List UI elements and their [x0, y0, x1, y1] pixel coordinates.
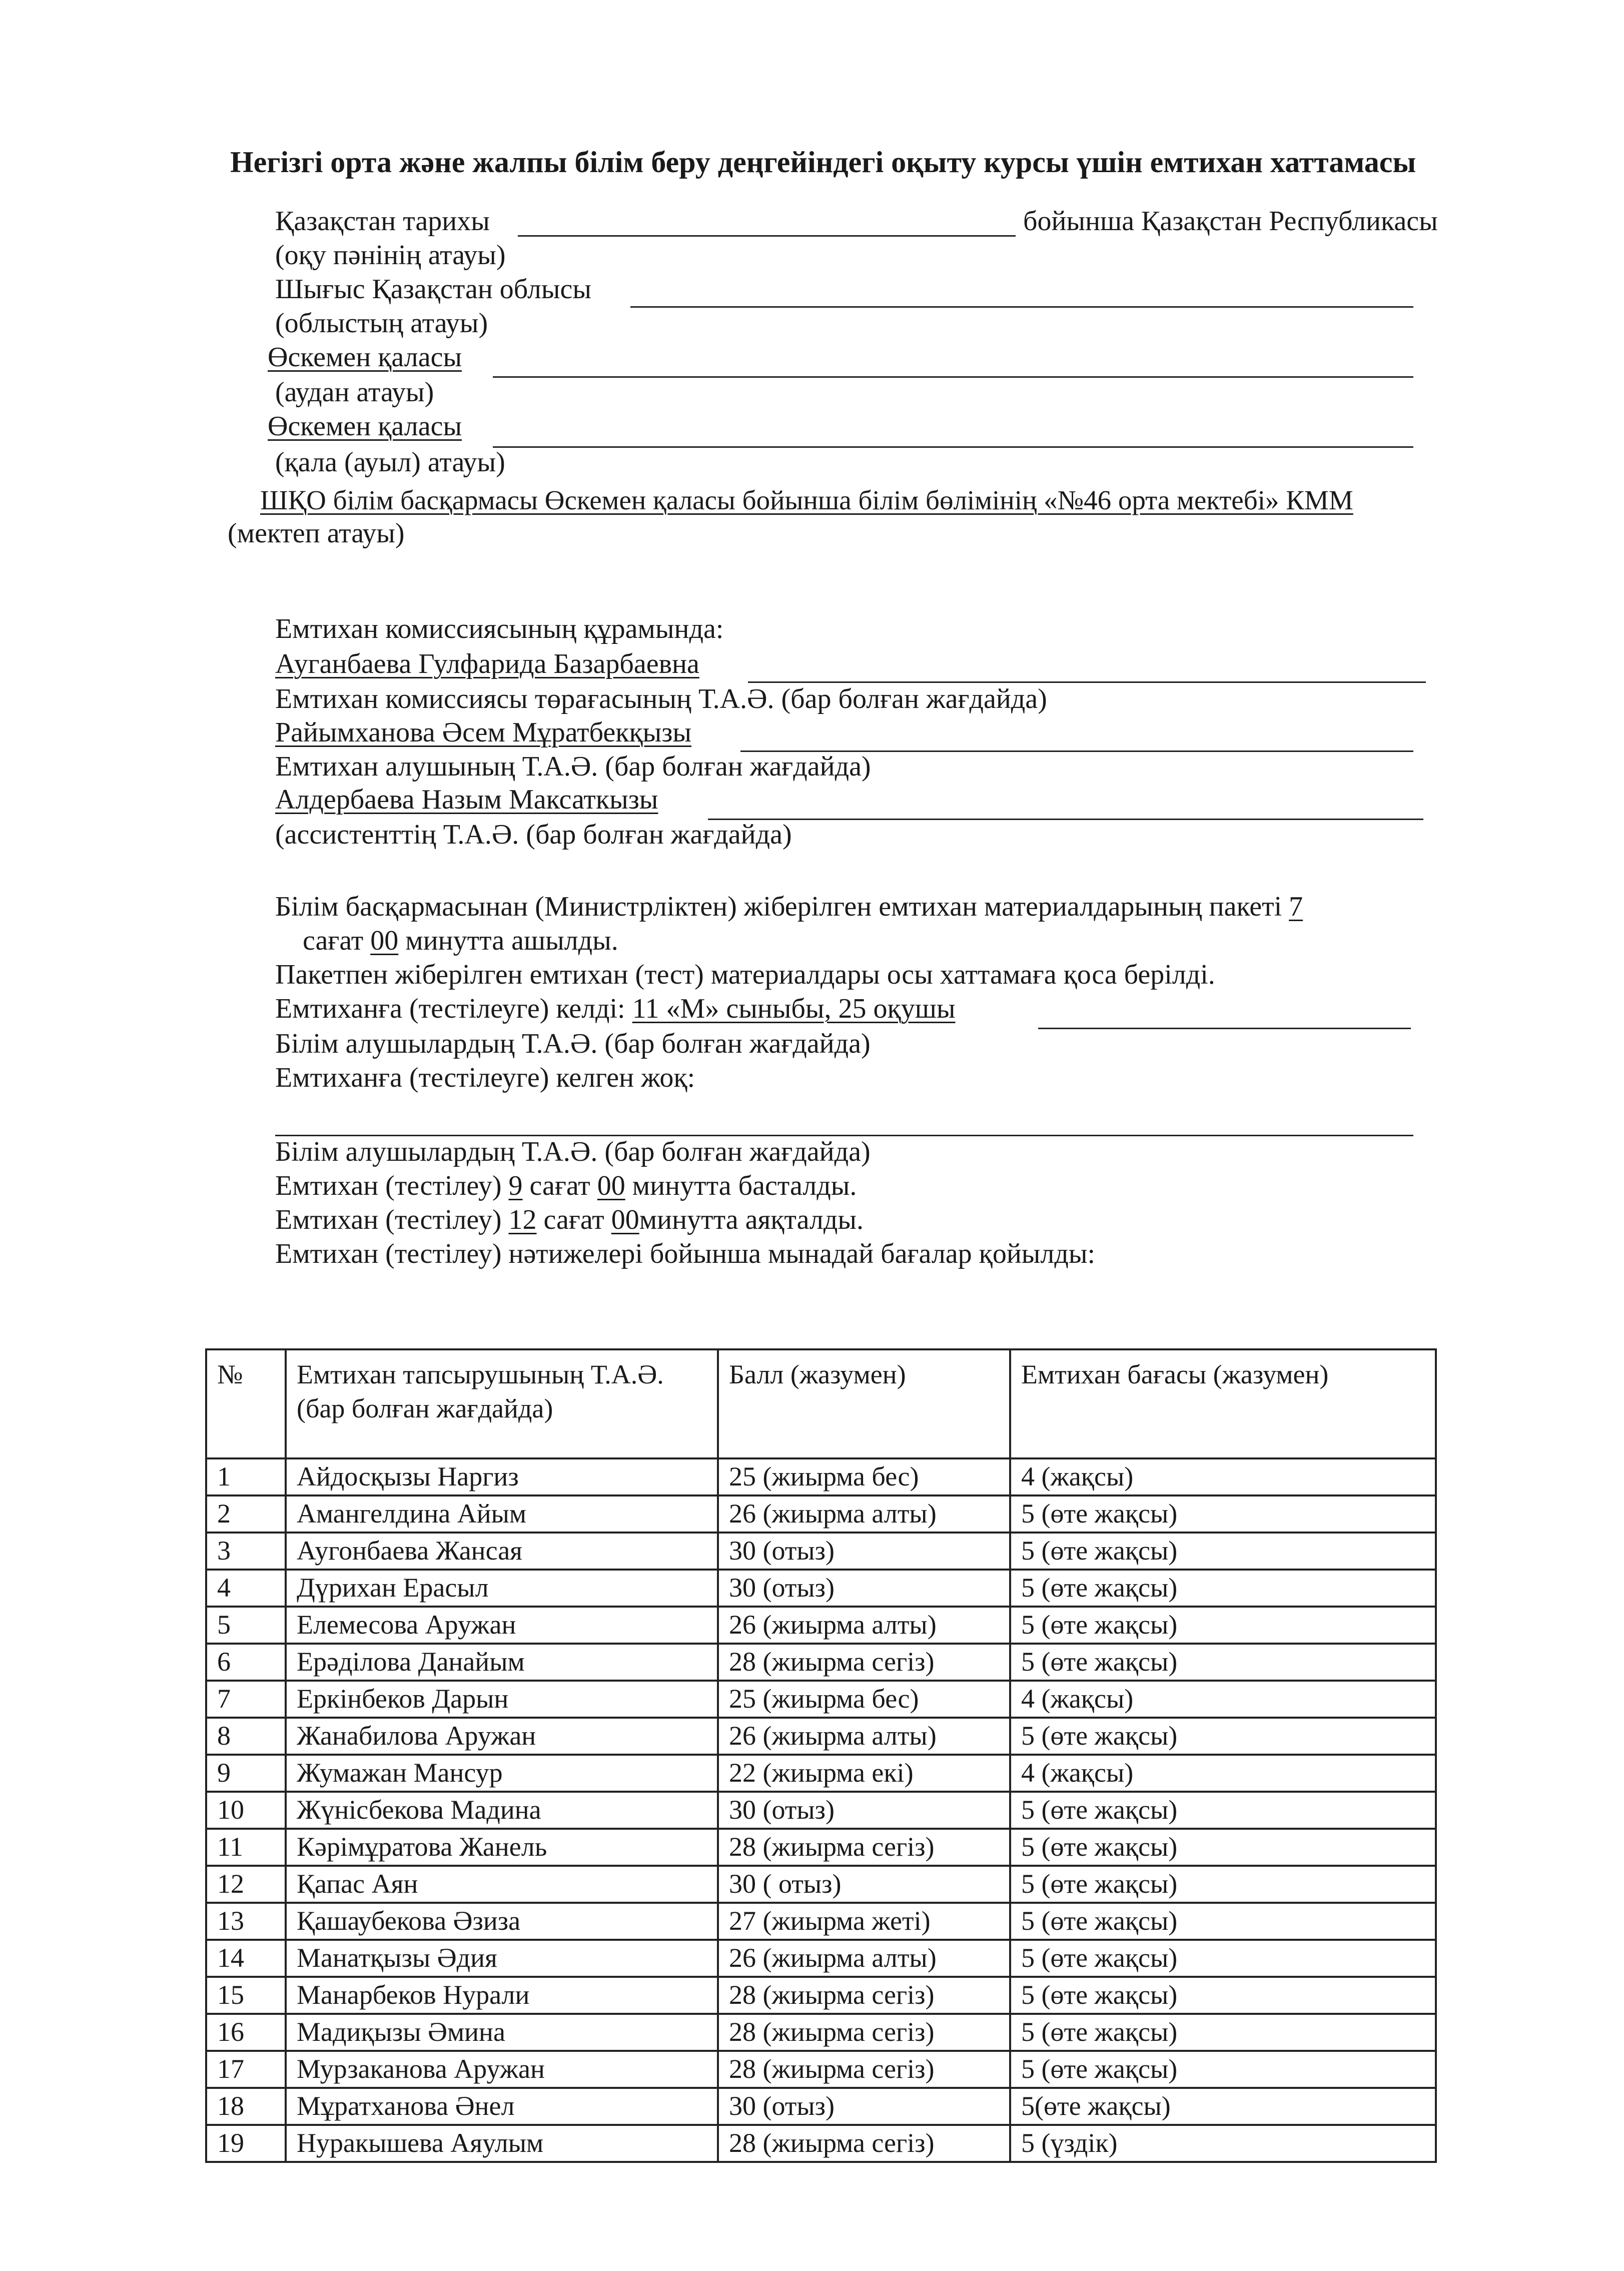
student-name: Аугонбаева Жансая — [286, 1533, 718, 1570]
package-text: Білім басқармасынан (Министрліктен) жіберілген емтихан материалдарының пакеті — [275, 891, 1282, 922]
subject-blank-line — [518, 235, 1016, 237]
row-number: 8 — [206, 1718, 286, 1755]
city-blank-line — [493, 446, 1413, 448]
examiner-caption: Емтихан алушының Т.А.Ә. (бар болған жағдайда) — [275, 751, 871, 782]
city-caption: (қала (ауыл) атауы) — [275, 447, 505, 478]
student-grade: 4 (жақсы) — [1010, 1458, 1436, 1495]
student-grade: 5 (өте жақсы) — [1010, 1903, 1436, 1940]
student-score: 28 (жиырма сегіз) — [718, 1644, 1010, 1681]
student-name: Манатқызы Әдия — [286, 1940, 718, 1977]
row-number: 1 — [206, 1458, 286, 1495]
student-name: Мурзаканова Аружан — [286, 2051, 718, 2088]
end-minute: 00 — [611, 1204, 639, 1235]
student-name: Ерәділова Данайым — [286, 1644, 718, 1681]
row-number: 14 — [206, 1940, 286, 1977]
school-name: ШҚО білім басқармасы Өскемен қаласы бойынша білім бөлімінің «№46 орта мектебі» КММ — [260, 485, 1353, 515]
table-row — [206, 1644, 1436, 1681]
student-name: Жүнісбекова Мадина — [286, 1792, 718, 1829]
student-name: Елемесова Аружан — [286, 1607, 718, 1644]
student-name: Нуракышева Аяулым — [286, 2125, 718, 2162]
student-score: 28 (жиырма сегіз) — [718, 2014, 1010, 2051]
table-row — [206, 2051, 1436, 2088]
student-name: Жумажан Мансур — [286, 1755, 718, 1792]
student-name: Қапас Аян — [286, 1866, 718, 1903]
student-grade: 5 (өте жақсы) — [1010, 1644, 1436, 1681]
student-name: Манарбеков Нурали — [286, 1977, 718, 2014]
header-student-name: Емтихан тапсырушының Т.А.Ә. (бар болған жағдайда) — [286, 1349, 718, 1458]
student-score: 26 (жиырма алты) — [718, 1718, 1010, 1755]
start-minute-label: минутта басталды. — [632, 1170, 857, 1201]
arrived-value: 11 «М» сыныбы, 25 оқушы — [632, 993, 956, 1024]
student-grade: 5(өте жақсы) — [1010, 2088, 1436, 2125]
district-blank-line — [493, 376, 1413, 378]
student-grade: 5 (өте жақсы) — [1010, 1977, 1436, 2014]
district-caption: (аудан атауы) — [275, 377, 434, 408]
table-row — [206, 1903, 1436, 1940]
row-number: 18 — [206, 2088, 286, 2125]
table-row — [206, 1533, 1436, 1570]
package-hour: 7 — [1289, 891, 1303, 922]
student-name: Еркінбеков Дарын — [286, 1681, 718, 1718]
row-number: 9 — [206, 1755, 286, 1792]
document-title: Негізгі орта және жалпы білім беру деңгейіндегі оқыту курсы үшін емтихан хаттамасы — [230, 146, 1416, 179]
row-number: 12 — [206, 1866, 286, 1903]
table-row — [206, 1755, 1436, 1792]
table-header-row — [206, 1349, 1436, 1458]
region-name: Шығыс Қазақстан облысы — [275, 274, 591, 305]
arrived-label: Емтиханға (тестілеуге) келді: — [275, 993, 625, 1024]
student-grade: 5 (өте жақсы) — [1010, 1940, 1436, 1977]
package-hour-label: сағат — [303, 925, 364, 956]
attached-materials-text: Пакетпен жіберілген емтихан (тест) материалдары осы хаттамаға қоса берілді. — [275, 959, 1215, 990]
start-time-line — [275, 1170, 857, 1202]
grades-table — [205, 1348, 1437, 2163]
table-row — [206, 1792, 1436, 1829]
student-name: Жанабилова Аружан — [286, 1718, 718, 1755]
student-score: 28 (жиырма сегіз) — [718, 2051, 1010, 2088]
city-name: Өскемен қаласы — [268, 411, 462, 442]
student-score: 26 (жиырма алты) — [718, 1607, 1010, 1644]
table-row — [206, 1681, 1436, 1718]
package-minute: 00 — [370, 925, 399, 956]
student-score: 30 (отыз) — [718, 1792, 1010, 1829]
row-number: 7 — [206, 1681, 286, 1718]
arrived-caption: Білім алушылардың Т.А.Ә. (бар болған жағдайда) — [275, 1028, 871, 1059]
absent-label: Емтиханға (тестілеуге) келген жоқ: — [275, 1062, 695, 1093]
table-row — [206, 1458, 1436, 1495]
district-name: Өскемен қаласы — [268, 342, 462, 373]
arrived-blank-line — [1038, 1028, 1411, 1029]
table-row — [206, 1977, 1436, 2014]
subject-caption: (оқу пәнінің атауы) — [275, 240, 506, 271]
assistant-caption: (ассистенттің Т.А.Ә. (бар болған жағдайда) — [275, 819, 792, 850]
chair-caption: Емтихан комиссиясы төрағасының Т.А.Ә. (бар болған жағдайда) — [275, 683, 1047, 714]
student-grade: 5 (өте жақсы) — [1010, 1792, 1436, 1829]
student-grade: 5 (өте жақсы) — [1010, 1570, 1436, 1607]
school-caption: (мектеп атауы) — [228, 518, 405, 549]
header-number: № — [206, 1349, 286, 1458]
table-row — [206, 2014, 1436, 2051]
table-row — [206, 1718, 1436, 1755]
student-grade: 5 (өте жақсы) — [1010, 2051, 1436, 2088]
student-name: Айдосқызы Наргиз — [286, 1458, 718, 1495]
table-row — [206, 1866, 1436, 1903]
student-score: 28 (жиырма сегіз) — [718, 1829, 1010, 1866]
grades-table-body — [206, 1458, 1436, 2162]
row-number: 13 — [206, 1903, 286, 1940]
package-time-line — [303, 925, 618, 957]
row-number: 3 — [206, 1533, 286, 1570]
student-grade: 5 (өте жақсы) — [1010, 1495, 1436, 1533]
student-score: 27 (жиырма жеті) — [718, 1903, 1010, 1940]
commission-chair: Ауганбаева Гулфарида Базарбаевна — [275, 648, 699, 679]
student-grade: 5 (өте жақсы) — [1010, 1607, 1436, 1644]
arrived-line — [275, 993, 955, 1025]
assistant-blank-line — [708, 819, 1423, 820]
row-number: 19 — [206, 2125, 286, 2162]
table-row — [206, 1570, 1436, 1607]
end-hour: 12 — [508, 1204, 537, 1235]
student-score: 25 (жиырма бес) — [718, 1681, 1010, 1718]
table-row — [206, 1829, 1436, 1866]
table-row — [206, 1607, 1436, 1644]
student-name: Қашаубекова Әзиза — [286, 1903, 718, 1940]
row-number: 5 — [206, 1607, 286, 1644]
end-minute-label: минутта аяқталды. — [639, 1204, 864, 1235]
row-number: 16 — [206, 2014, 286, 2051]
commission-examiner: Райымханова Әсем Мұратбекқызы — [275, 717, 692, 748]
student-name: Мұратханова Әнел — [286, 2088, 718, 2125]
subject-suffix: бойынша Қазақстан Республикасы — [1023, 206, 1438, 237]
student-grade: 5 (өте жақсы) — [1010, 1718, 1436, 1755]
student-score: 30 (отыз) — [718, 1570, 1010, 1607]
start-minute: 00 — [597, 1170, 625, 1201]
region-blank-line — [630, 306, 1413, 308]
row-number: 6 — [206, 1644, 286, 1681]
row-number: 10 — [206, 1792, 286, 1829]
student-score: 26 (жиырма алты) — [718, 1495, 1010, 1533]
student-grade: 5 (өте жақсы) — [1010, 1866, 1436, 1903]
start-hour-label: сағат — [529, 1170, 590, 1201]
commission-assistant: Алдербаева Назым Максаткызы — [275, 784, 658, 815]
student-score: 30 (отыз) — [718, 1533, 1010, 1570]
table-row — [206, 2125, 1436, 2162]
student-name: Мадиқызы Әмина — [286, 2014, 718, 2051]
commission-heading: Емтихан комиссиясының құрамында: — [275, 613, 724, 644]
row-number: 15 — [206, 1977, 286, 2014]
region-caption: (облыстың атауы) — [275, 308, 488, 339]
student-grade: 5 (өте жақсы) — [1010, 1533, 1436, 1570]
table-row — [206, 1940, 1436, 1977]
student-name: Дүрихан Ерасыл — [286, 1570, 718, 1607]
student-grade: 5 (өте жақсы) — [1010, 2014, 1436, 2051]
student-score: 28 (жиырма сегіз) — [718, 1977, 1010, 2014]
end-label: Емтихан (тестілеу) — [275, 1204, 502, 1235]
absent-caption: Білім алушылардың Т.А.Ә. (бар болған жағдайда) — [275, 1136, 871, 1167]
subject-name: Қазақстан тарихы — [275, 206, 490, 237]
student-grade: 4 (жақсы) — [1010, 1755, 1436, 1792]
student-name: Кәрімұратова Жанель — [286, 1829, 718, 1866]
row-number: 17 — [206, 2051, 286, 2088]
student-score: 30 ( отыз) — [718, 1866, 1010, 1903]
start-label: Емтихан (тестілеу) — [275, 1170, 502, 1201]
end-time-line — [275, 1204, 864, 1236]
student-name: Амангелдина Айым — [286, 1495, 718, 1533]
header-score: Балл (жазумен) — [718, 1349, 1010, 1458]
results-text: Емтихан (тестілеу) нәтижелері бойынша мынадай бағалар қойылды: — [275, 1238, 1096, 1269]
end-hour-label: сағат — [543, 1204, 604, 1235]
student-score: 22 (жиырма екі) — [718, 1755, 1010, 1792]
row-number: 11 — [206, 1829, 286, 1866]
start-hour: 9 — [508, 1170, 523, 1201]
student-grade: 5 (үздік) — [1010, 2125, 1436, 2162]
row-number: 2 — [206, 1495, 286, 1533]
student-score: 26 (жиырма алты) — [718, 1940, 1010, 1977]
student-grade: 5 (өте жақсы) — [1010, 1829, 1436, 1866]
table-row — [206, 2088, 1436, 2125]
row-number: 4 — [206, 1570, 286, 1607]
package-line — [275, 891, 1303, 923]
student-grade: 4 (жақсы) — [1010, 1681, 1436, 1718]
student-score: 28 (жиырма сегіз) — [718, 2125, 1010, 2162]
package-minute-label: минутта ашылды. — [405, 925, 618, 956]
student-score: 25 (жиырма бес) — [718, 1458, 1010, 1495]
table-row — [206, 1495, 1436, 1533]
student-score: 30 (отыз) — [718, 2088, 1010, 2125]
header-grade: Емтихан бағасы (жазумен) — [1010, 1349, 1436, 1458]
